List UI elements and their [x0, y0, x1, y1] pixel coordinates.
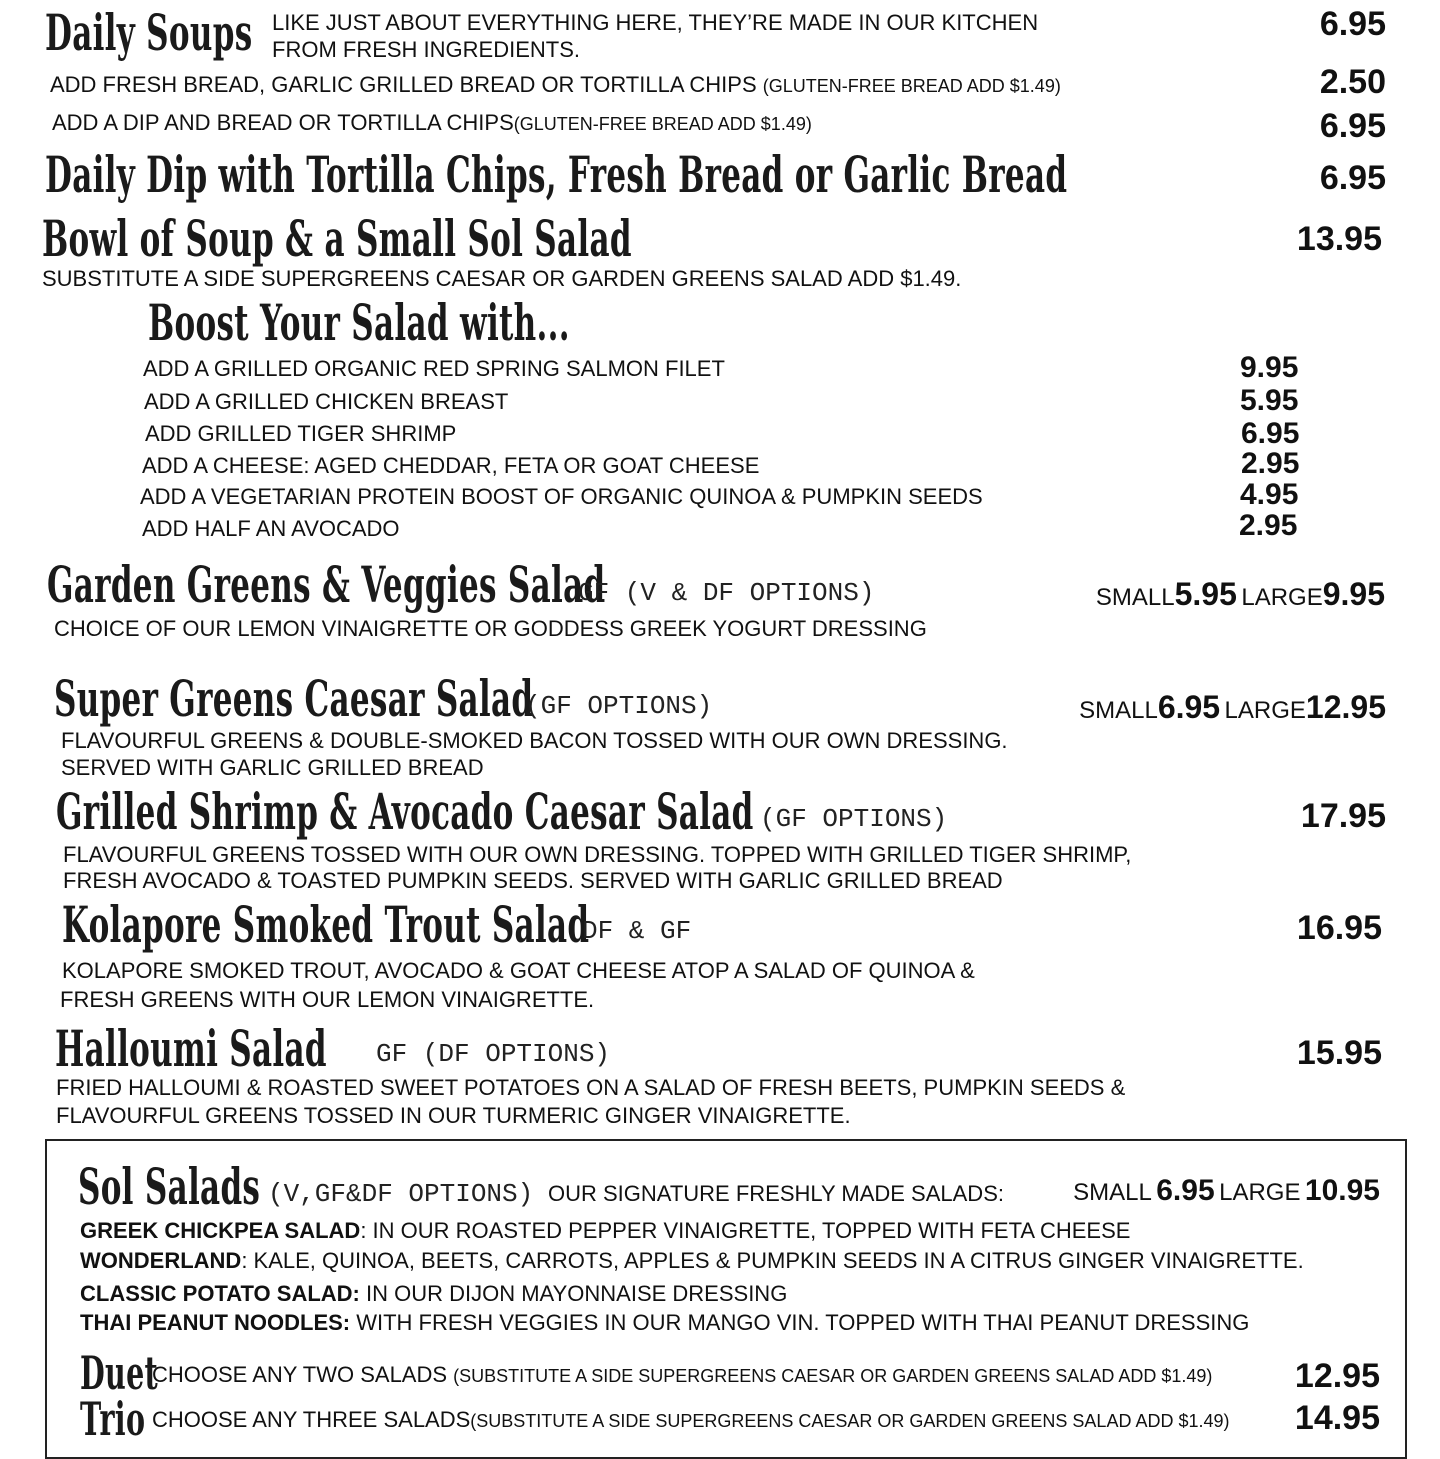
- garden-desc: CHOICE OF OUR LEMON VINAIGRETTE OR GODDESS GREEK YOGURT DRESSING: [54, 616, 927, 641]
- large-price: 9.95: [1322, 576, 1385, 612]
- small-price: 6.95: [1156, 1174, 1215, 1207]
- boost-item-price: 9.95: [1240, 351, 1299, 384]
- halloumi-desc-2: FLAVOURFUL GREENS TOSSED IN OUR TURMERIC GINGER VINAIGRETTE.: [56, 1103, 851, 1128]
- addon-text: ADD A DIP AND BREAD OR TORTILLA CHIPS: [52, 110, 514, 135]
- duet-text: CHOOSE ANY TWO SALADS: [152, 1362, 454, 1387]
- sol-item-name: GREEK CHICKPEA SALAD: [80, 1218, 361, 1243]
- addon-text: ADD FRESH BREAD, GARLIC GRILLED BREAD OR TORTILLA CHIPS: [50, 72, 763, 97]
- garden-prices: [1096, 576, 1385, 613]
- daily-soups-desc-1: LIKE JUST ABOUT EVERYTHING HERE, THEY’RE MADE IN OUR KITCHEN: [272, 10, 1039, 35]
- caesar-prices: [1079, 689, 1386, 726]
- boost-item-text: ADD GRILLED TIGER SHRIMP: [145, 421, 457, 446]
- trio-title: Trio: [80, 1392, 146, 1446]
- sol-item-desc: IN OUR DIJON MAYONNAISE DRESSING: [359, 1281, 788, 1306]
- small-label: SMALL: [1079, 697, 1158, 724]
- sol-item: [80, 1281, 787, 1307]
- sol-item-name: CLASSIC POTATO SALAD:: [80, 1281, 360, 1306]
- soup-salad-title: Bowl of Soup & a Small Sol Salad: [42, 209, 632, 268]
- shrimp-title: Grilled Shrimp & Avocado Caesar Salad: [56, 782, 754, 841]
- trio-text: CHOOSE ANY THREE SALADS: [152, 1407, 471, 1432]
- sol-item-desc: : KALE, QUINOA, BEETS, CARROTS, APPLES & PUMPKIN SEEDS IN A CITRUS GINGER VINAIGRETTE.: [241, 1248, 1304, 1273]
- halloumi-title: Halloumi Salad: [55, 1019, 327, 1078]
- caesar-desc-1: FLAVOURFUL GREENS & DOUBLE-SMOKED BACON TOSSED WITH OUR OWN DRESSING.: [61, 728, 1008, 753]
- shrimp-tag: (GF OPTIONS): [760, 804, 948, 834]
- small-price: 5.95: [1174, 576, 1237, 612]
- duet-price: 12.95: [1294, 1357, 1380, 1395]
- duet-title: Duet: [80, 1346, 159, 1400]
- halloumi-price: 15.95: [1296, 1034, 1382, 1072]
- boost-item-text: ADD A CHEESE: AGED CHEDDAR, FETA OR GOAT CHEESE: [142, 453, 760, 478]
- sol-item-name: WONDERLAND: [80, 1248, 242, 1273]
- daily-soups-title: Daily Soups: [45, 3, 253, 62]
- caesar-desc-2: SERVED WITH GARLIC GRILLED BREAD: [61, 755, 484, 780]
- trio-row: [152, 1407, 1230, 1433]
- boost-item-price: 4.95: [1240, 478, 1299, 511]
- boost-item-price: 5.95: [1240, 384, 1299, 417]
- sol-item-desc: : IN OUR ROASTED PEPPER VINAIGRETTE, TOPPED WITH FETA CHEESE: [360, 1218, 1131, 1243]
- boost-item-price: 2.95: [1239, 509, 1298, 542]
- daily-soups-desc-2: FROM FRESH INGREDIENTS.: [272, 37, 581, 62]
- addon-row: [52, 110, 812, 136]
- garden-title: Garden Greens & Veggies Salad: [47, 555, 606, 614]
- large-label: LARGE: [1241, 584, 1323, 611]
- addon-row: [50, 72, 1061, 98]
- soup-salad-price: 13.95: [1296, 220, 1382, 258]
- boost-item-price: 2.95: [1241, 447, 1300, 480]
- trio-price: 14.95: [1294, 1399, 1380, 1437]
- shrimp-desc-1: FLAVOURFUL GREENS TOSSED WITH OUR OWN DRESSING. TOPPED WITH GRILLED TIGER SHRIMP,: [63, 842, 1132, 867]
- duet-row: [152, 1362, 1212, 1388]
- sol-item: [80, 1248, 1304, 1274]
- addon-price: 2.50: [1319, 63, 1386, 101]
- sol-item: [80, 1310, 1249, 1336]
- sol-tag: (V,GF&DF OPTIONS): [268, 1179, 534, 1209]
- trout-desc-2: FRESH GREENS WITH OUR LEMON VINAIGRETTE.: [60, 987, 595, 1012]
- daily-soups-price: 6.95: [1319, 5, 1386, 43]
- trout-tag: DF & GF: [582, 916, 692, 946]
- sol-title: Sol Salads: [78, 1157, 261, 1216]
- sol-item-name: THAI PEANUT NOODLES:: [80, 1310, 351, 1335]
- addon-note: (GLUTEN-FREE BREAD ADD $1.49): [513, 114, 812, 134]
- large-label: LARGE: [1219, 1179, 1301, 1206]
- garden-tag: GF (V & DF OPTIONS): [578, 578, 875, 608]
- soup-salad-desc: SUBSTITUTE A SIDE SUPERGREENS CAESAR OR GARDEN GREENS SALAD ADD $1.49.: [42, 266, 962, 291]
- large-price: 12.95: [1305, 689, 1386, 725]
- small-price: 6.95: [1157, 689, 1221, 725]
- halloumi-tag: GF (DF OPTIONS): [376, 1039, 611, 1069]
- addon-note: (GLUTEN-FREE BREAD ADD $1.49): [762, 76, 1061, 96]
- addon-price: 6.95: [1319, 107, 1386, 145]
- small-label: SMALL: [1073, 1179, 1152, 1206]
- trout-desc-1: KOLAPORE SMOKED TROUT, AVOCADO & GOAT CHEESE ATOP A SALAD OF QUINOA &: [62, 958, 975, 983]
- trout-title: Kolapore Smoked Trout Salad: [62, 895, 590, 954]
- caesar-tag: (GF OPTIONS): [525, 691, 713, 721]
- trio-note: (SUBSTITUTE A SIDE SUPERGREENS CAESAR OR GARDEN GREENS SALAD ADD $1.49): [470, 1411, 1230, 1431]
- shrimp-desc-2: FRESH AVOCADO & TOASTED PUMPKIN SEEDS. SERVED WITH GARLIC GRILLED BREAD: [63, 868, 1003, 893]
- large-label: LARGE: [1224, 697, 1306, 724]
- boost-item-text: ADD A GRILLED CHICKEN BREAST: [144, 389, 509, 414]
- daily-dip-price: 6.95: [1319, 159, 1386, 197]
- sol-desc: OUR SIGNATURE FRESHLY MADE SALADS:: [548, 1181, 1004, 1206]
- halloumi-desc-1: FRIED HALLOUMI & ROASTED SWEET POTATOES ON A SALAD OF FRESH BEETS, PUMPKIN SEEDS &: [56, 1075, 1126, 1100]
- sol-prices: [1073, 1174, 1380, 1208]
- daily-dip-title: Daily Dip with Tortilla Chips, Fresh Bread or Garlic Bread: [45, 145, 1068, 204]
- small-label: SMALL: [1095, 584, 1175, 611]
- boost-item-text: ADD A VEGETARIAN PROTEIN BOOST OF ORGANIC QUINOA & PUMPKIN SEEDS: [140, 484, 983, 509]
- sol-item: [80, 1218, 1130, 1244]
- boost-item-price: 6.95: [1241, 417, 1300, 450]
- duet-note: (SUBSTITUTE A SIDE SUPERGREENS CAESAR OR GARDEN GREENS SALAD ADD $1.49): [453, 1366, 1213, 1386]
- shrimp-price: 17.95: [1300, 797, 1386, 835]
- boost-item-text: ADD A GRILLED ORGANIC RED SPRING SALMON FILET: [143, 356, 725, 381]
- trout-price: 16.95: [1296, 909, 1382, 947]
- sol-item-desc: WITH FRESH VEGGIES IN OUR MANGO VIN. TOPPED WITH THAI PEANUT DRESSING: [350, 1310, 1250, 1335]
- boost-title: Boost Your Salad with...: [148, 293, 570, 352]
- large-price: 10.95: [1304, 1174, 1380, 1207]
- caesar-title: Super Greens Caesar Salad: [54, 669, 534, 728]
- boost-item-text: ADD HALF AN AVOCADO: [142, 516, 400, 541]
